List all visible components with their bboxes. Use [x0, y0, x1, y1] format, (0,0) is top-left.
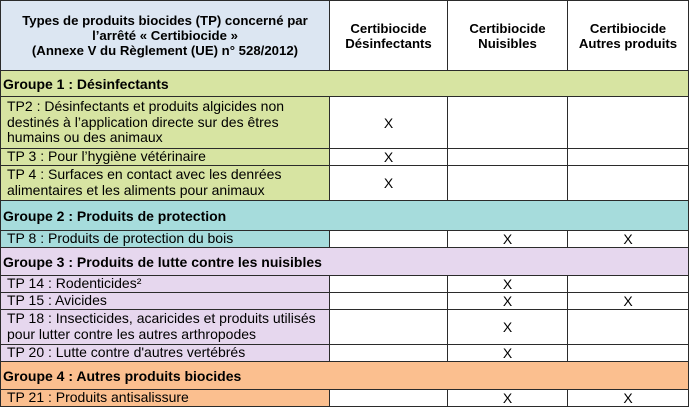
table-row	[1, 276, 689, 293]
mark-pests: X	[448, 390, 568, 407]
group-row-protection	[1, 201, 689, 231]
group-row-other-biocides	[1, 362, 689, 390]
mark-other-products	[568, 345, 689, 362]
header-product-types	[1, 1, 330, 71]
mark-pests	[448, 97, 568, 149]
mark-pests: X	[448, 310, 568, 345]
header-other-products	[568, 1, 689, 71]
mark-pests: X	[448, 345, 568, 362]
header-disinfectants-line-1: Certibiocide	[350, 20, 427, 36]
group-title: Groupe 4 : Autres produits biocides	[1, 362, 689, 390]
mark-disinfectants	[330, 293, 448, 310]
mark-other-products: X	[568, 390, 689, 407]
mark-other-products	[568, 166, 689, 201]
header-product-types-line-1: Types de produits biocides (TP) concerné par	[22, 13, 308, 28]
product-type-label: TP 18 : Insecticides, acaricides et produits utilisés pour lutter contre les autres arthropodes	[1, 310, 330, 345]
header-product-types-line-3: (Annexe V du Règlement (UE) n° 528/2012)	[31, 43, 299, 58]
header-pests	[448, 1, 568, 71]
mark-disinfectants	[330, 231, 448, 248]
mark-pests: X	[448, 231, 568, 248]
table-row	[1, 166, 689, 201]
mark-pests: X	[448, 276, 568, 293]
product-type-label: TP 21 : Produits antisalissure	[1, 390, 330, 407]
header-disinfectants-line-2: Désinfectants	[345, 35, 432, 51]
header-other-products-line-1: Certibiocide	[589, 20, 667, 36]
product-type-label: TP 3 : Pour l’hygiène vétérinaire	[1, 149, 330, 166]
mark-disinfectants	[330, 345, 448, 362]
mark-other-products: X	[568, 293, 689, 310]
mark-disinfectants	[330, 390, 448, 407]
mark-disinfectants: X	[330, 97, 448, 149]
group-row-disinfectants	[1, 71, 689, 97]
mark-other-products: X	[568, 231, 689, 248]
table-row	[1, 97, 689, 149]
product-type-label: TP 14 : Rodenticides²	[1, 276, 330, 293]
mark-disinfectants: X	[330, 166, 448, 201]
mark-pests	[448, 149, 568, 166]
table-row	[1, 149, 689, 166]
table-row	[1, 310, 689, 345]
product-type-label: TP2 : Désinfectants et produits algicides non destinés à l’application directe sur des êtres humains ou des animaux	[1, 97, 330, 149]
mark-pests	[448, 166, 568, 201]
table-row	[1, 390, 689, 407]
header-pests-line-2: Nuisibles	[478, 35, 537, 51]
product-type-label: TP 15 : Avicides	[1, 293, 330, 310]
product-type-label: TP 8 : Produits de protection du bois	[1, 231, 330, 248]
group-title: Groupe 3 : Produits de lutte contre les nuisibles	[1, 248, 689, 276]
mark-other-products	[568, 149, 689, 166]
mark-other-products	[568, 310, 689, 345]
group-title: Groupe 2 : Produits de protection	[1, 201, 689, 231]
mark-pests: X	[448, 293, 568, 310]
table-row	[1, 231, 689, 248]
product-type-label: TP 20 : Lutte contre d'autres vertébrés	[1, 345, 330, 362]
mark-disinfectants: X	[330, 149, 448, 166]
table-row	[1, 345, 689, 362]
group-title: Groupe 1 : Désinfectants	[1, 71, 689, 97]
header-row	[1, 1, 689, 71]
mark-disinfectants	[330, 276, 448, 293]
mark-disinfectants	[330, 310, 448, 345]
header-other-products-line-2: Autres produits	[578, 35, 678, 51]
header-pests-line-1: Certibiocide	[469, 20, 546, 36]
group-row-pest-control	[1, 248, 689, 276]
header-disinfectants	[330, 1, 448, 71]
mark-other-products	[568, 276, 689, 293]
product-type-label: TP 4 : Surfaces en contact avec les denrées alimentaires et les aliments pour animaux	[1, 166, 330, 201]
table-row	[1, 293, 689, 310]
mark-other-products	[568, 97, 689, 149]
header-product-types-line-2: l’arrêté « Certibiocide »	[92, 28, 238, 43]
